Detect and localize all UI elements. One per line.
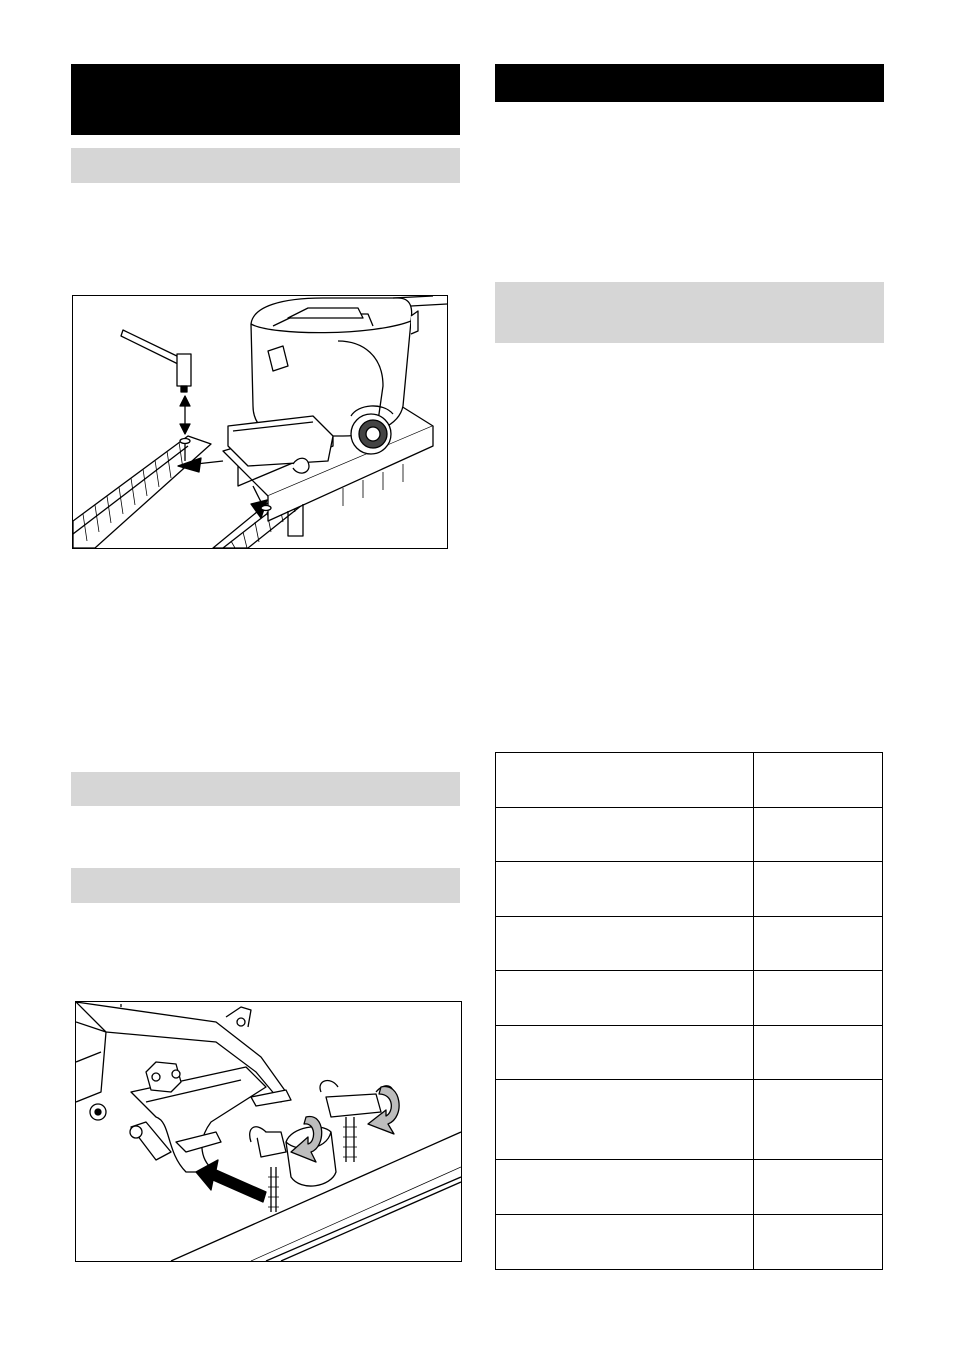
wing-nut-right <box>326 1094 381 1117</box>
spec-value-cell <box>754 971 883 1026</box>
pallet-illustration <box>73 296 447 548</box>
spec-label-cell <box>496 971 754 1026</box>
spec-label-cell <box>496 917 754 971</box>
spec-value-cell <box>754 917 883 971</box>
section-heading-3 <box>71 772 460 806</box>
hammer-head <box>177 354 191 386</box>
spec-label-cell <box>496 808 754 862</box>
spec-value-cell <box>754 1080 883 1160</box>
spec-value-cell <box>754 753 883 808</box>
spec-value-cell <box>754 1215 883 1270</box>
spec-table-row <box>496 808 883 862</box>
mount-illustration <box>76 1002 461 1261</box>
spec-table-row <box>496 1160 883 1215</box>
spec-label-cell <box>496 753 754 808</box>
spec-table-row <box>496 971 883 1026</box>
spec-value-cell <box>754 1026 883 1080</box>
spec-table-row <box>496 862 883 917</box>
spec-table-row <box>496 1080 883 1160</box>
spec-label-cell <box>496 1026 754 1080</box>
hammer-handle <box>121 330 181 364</box>
push-arrow <box>196 1160 266 1202</box>
spec-value-cell <box>754 808 883 862</box>
spec-table-row <box>496 1026 883 1080</box>
figure-brush-head-mount <box>75 1001 462 1262</box>
spec-label-cell <box>496 1215 754 1270</box>
spec-table-body <box>496 753 883 1270</box>
plank-left <box>73 436 211 548</box>
figure-unpacking-pallet <box>72 295 448 549</box>
chapter-heading-right <box>495 64 884 102</box>
spec-label-cell <box>496 1080 754 1160</box>
spec-table-row <box>496 753 883 808</box>
spec-table <box>495 752 883 1270</box>
wing-nut-left <box>256 1132 286 1157</box>
spec-value-cell <box>754 1160 883 1215</box>
spec-label-cell <box>496 1160 754 1215</box>
section-heading-right-2 <box>495 282 884 343</box>
chapter-heading-left <box>71 64 460 135</box>
spec-table-row <box>496 1215 883 1270</box>
spec-label-cell <box>496 862 754 917</box>
spec-value-cell <box>754 862 883 917</box>
spec-table-row <box>496 917 883 971</box>
section-heading-unpacking <box>71 148 460 183</box>
machine-brush-head <box>228 416 333 466</box>
section-heading-4 <box>71 868 460 903</box>
